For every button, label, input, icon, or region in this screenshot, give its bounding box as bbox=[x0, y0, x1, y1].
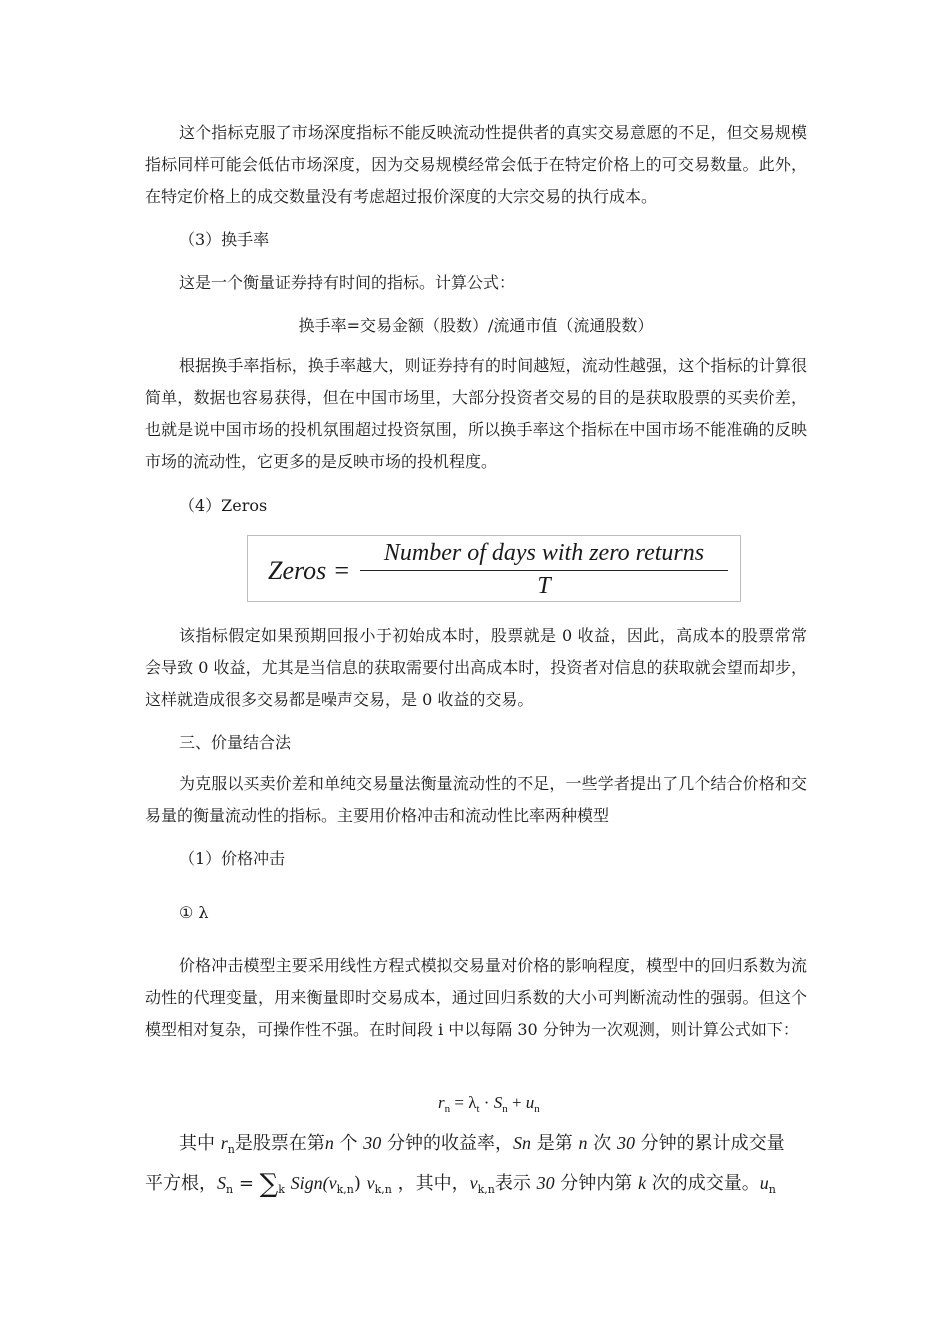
lambda-formula: $r_n = \lambda_t \cdot S_n + u_n$ bbox=[438, 1093, 540, 1115]
zeros-formula-fraction bbox=[360, 539, 728, 599]
formula-turnover: 换手率=交易金额（股数）/流通市值（流通股数） bbox=[298, 316, 654, 335]
fraction-bar bbox=[360, 570, 728, 571]
paragraph-price-volume-intro: 为克服以买卖价差和单纯交易量法衡量流动性的不足，一些学者提出了几个结合价格和交易量的衡量流动性的指标。主要用价格冲击和流动性比率两种模型 bbox=[145, 774, 807, 825]
heading-zeros: （4）Zeros bbox=[179, 496, 268, 515]
paragraph-turnover-analysis: 根据换手率指标，换手率越大，则证券持有的时间越短，流动性越强，这个指标的计算很简单，数据也容易获得，但在中国市场里，大部分投资者交易的目的是获取股票的买卖价差，也就是说中国市场的投机氛围超过投资氛围，所以换手率这个指标在中国市场不能准确的反映市场的流动性，它更多的是反映市场的投机程度。 bbox=[145, 356, 807, 471]
section-heading-price-volume: 三、价量结合法 bbox=[179, 733, 292, 752]
paragraph-turnover-intro: 这是一个衡量证券持有时间的指标。计算公式： bbox=[179, 273, 516, 292]
zeros-formula-image bbox=[247, 535, 741, 602]
paragraph-zeros-analysis: 该指标假定如果预期回报小于初始成本时，股票就是 0 收益，因此，高成本的股票常常会导致 0 收益，尤其是当信息的获取需要付出高成本时，投资者对信息的获取就会望而却步，这样就造成很多交易都是噪声交易，是 0 收益的交易。 bbox=[145, 626, 807, 709]
heading-turnover: （3）换手率 bbox=[179, 230, 270, 249]
zeros-formula-numerator: Number of days with zero returns bbox=[383, 540, 705, 566]
paragraph-lambda-explanation-line2: 平方根，$S_n = \sum_k$ $Sign(v_{k,n})$ $v_{k,n}$ ，其中，$v_{k,n}$表示 30 分钟内第 k 次的成交量。$u_n$ bbox=[145, 1169, 776, 1199]
paragraph-market-depth: 这个指标克服了市场深度指标不能反映流动性提供者的真实交易意愿的不足，但交易规模指标同样可能会低估市场深度，因为交易规模经常会低于在特定价格上的可交易数量。此外，在特定价格上的成交数量没有考虑超过报价深度的大宗交易的执行成本。 bbox=[145, 123, 807, 206]
zeros-formula-lhs: Zeros = bbox=[268, 556, 351, 585]
zeros-formula-denominator: T bbox=[537, 573, 551, 599]
paragraph-price-impact-model: 价格冲击模型主要采用线性方程式模拟交易量对价格的影响程度，模型中的回归系数为流动性的代理变量，用来衡量即时交易成本，通过回归系数的大小可判断流动性的强弱。但这个模型相对复杂，可操作性不强。在时间段 i 中以每隔 30 分钟为一次观测，则计算公式如下： bbox=[145, 956, 807, 1039]
heading-price-impact: （1）价格冲击 bbox=[179, 849, 286, 868]
item-lambda: ① λ bbox=[179, 903, 209, 922]
paragraph-lambda-explanation-line1: 其中 $r_n$是股票在第n 个 30 分钟的收益率，Sn 是第 n 次 30 分钟的累计成交量 bbox=[179, 1133, 785, 1156]
